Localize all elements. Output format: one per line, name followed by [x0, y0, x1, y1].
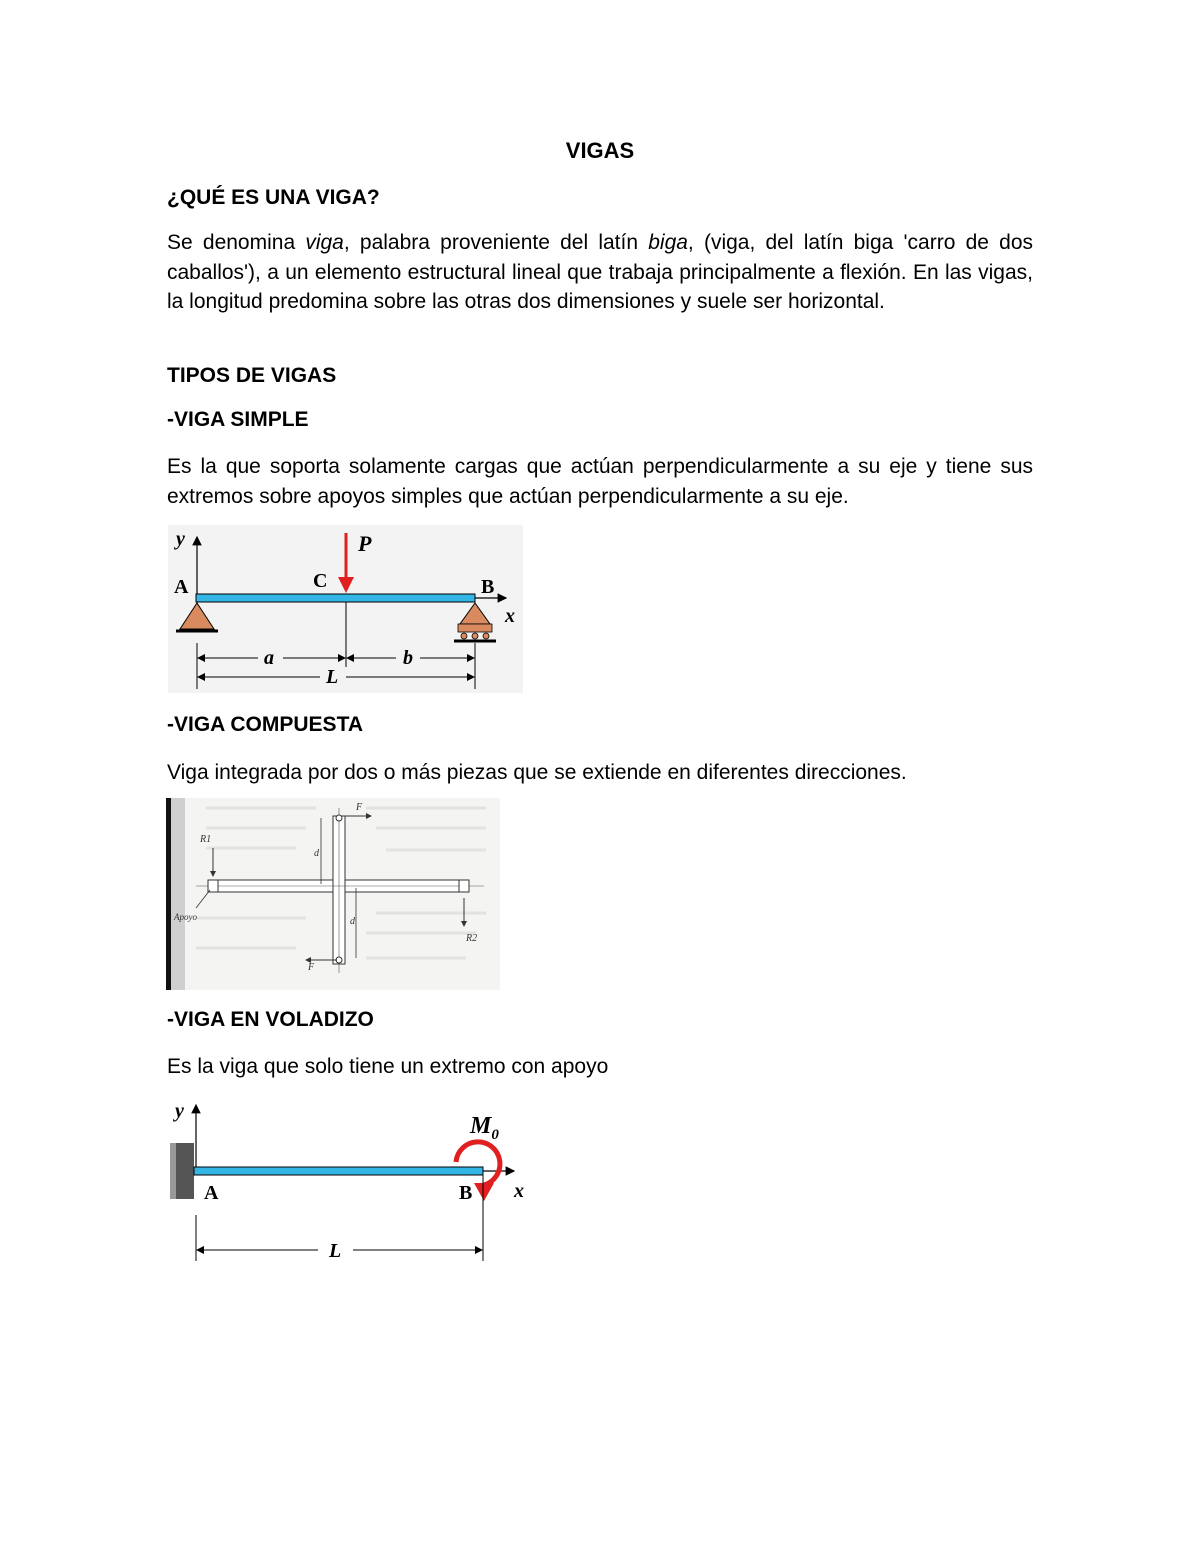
heading-simple-beam: -VIGA SIMPLE [167, 408, 309, 431]
label-d-bottom: d [350, 916, 355, 927]
heading-what-is-beam: ¿QUÉ ES UNA VIGA? [167, 186, 380, 209]
label-M-main: M [470, 1113, 492, 1139]
definition-term-biga: biga [648, 231, 688, 254]
heading-compound-beam: -VIGA COMPUESTA [167, 713, 364, 736]
moment-arrow-head [474, 1183, 494, 1201]
compound-beam-text: Viga integrada por dos o más piezas que se extiende en diferentes direcciones. [167, 761, 907, 784]
roller-base [458, 624, 492, 632]
roller-wheel [483, 633, 489, 639]
label-R2: R2 [466, 933, 478, 944]
label-C: C [313, 570, 328, 592]
label-P: P [358, 531, 372, 556]
label-x: x [514, 1180, 524, 1202]
label-x: x [505, 605, 515, 627]
definition-term-viga: viga [305, 231, 344, 254]
label-b: b [403, 647, 413, 669]
definition-text-1: Se denomina [167, 231, 306, 254]
label-L: L [329, 1240, 342, 1262]
label-y: y [176, 528, 185, 550]
simple-beam-text: Es la que soporta solamente cargas que actúan perpendicularmente a su eje y tiene sus extremos sobre apoyos simples que actúan perpendicularmente a su eje. [167, 455, 1033, 508]
document-title: VIGAS [565, 138, 635, 163]
cantilever-beam-figure [168, 1097, 538, 1267]
right-pin [459, 880, 469, 892]
label-R1: R1 [200, 834, 212, 845]
label-L: L [326, 666, 339, 688]
roller-wheel [472, 633, 478, 639]
scan-edge [166, 798, 171, 990]
fixed-wall-shade [170, 1143, 176, 1199]
label-apoyo: Apoyo [174, 912, 197, 922]
label-y: y [175, 1100, 184, 1122]
beam [196, 594, 475, 602]
definition-text-3: , (viga, del latín biga 'carro de dos caballos'), a un elemento estructural lineal que trabaja principalmente a flexión. En las vigas, la longitud predomina sobre las otras dos dimensiones y suele ser horizontal. [167, 231, 1033, 313]
simple-beam-figure [168, 525, 523, 693]
heading-types: TIPOS DE VIGAS [167, 364, 337, 387]
label-d-top: d [314, 848, 319, 859]
label-F-bottom: F [308, 962, 315, 973]
label-A: A [174, 576, 189, 598]
definition-paragraph [167, 228, 1033, 317]
beam [194, 1167, 483, 1175]
label-M-subscript: 0 [491, 1127, 499, 1143]
moment-arc [456, 1142, 500, 1185]
label-B: B [481, 576, 495, 598]
label-A: A [204, 1182, 219, 1204]
label-F-top: F [356, 802, 363, 813]
cantilever-beam-text: Es la viga que solo tiene un extremo con apoyo [167, 1055, 609, 1078]
label-a: a [264, 647, 274, 669]
roller-wheel [461, 633, 467, 639]
definition-text-2: , palabra proveniente del latín [343, 231, 649, 254]
scan-shadow [171, 798, 185, 990]
compound-beam-figure [166, 798, 500, 990]
label-B: B [459, 1182, 473, 1204]
label-M [469, 1113, 499, 1143]
heading-cantilever-beam: -VIGA EN VOLADIZO [167, 1008, 374, 1031]
